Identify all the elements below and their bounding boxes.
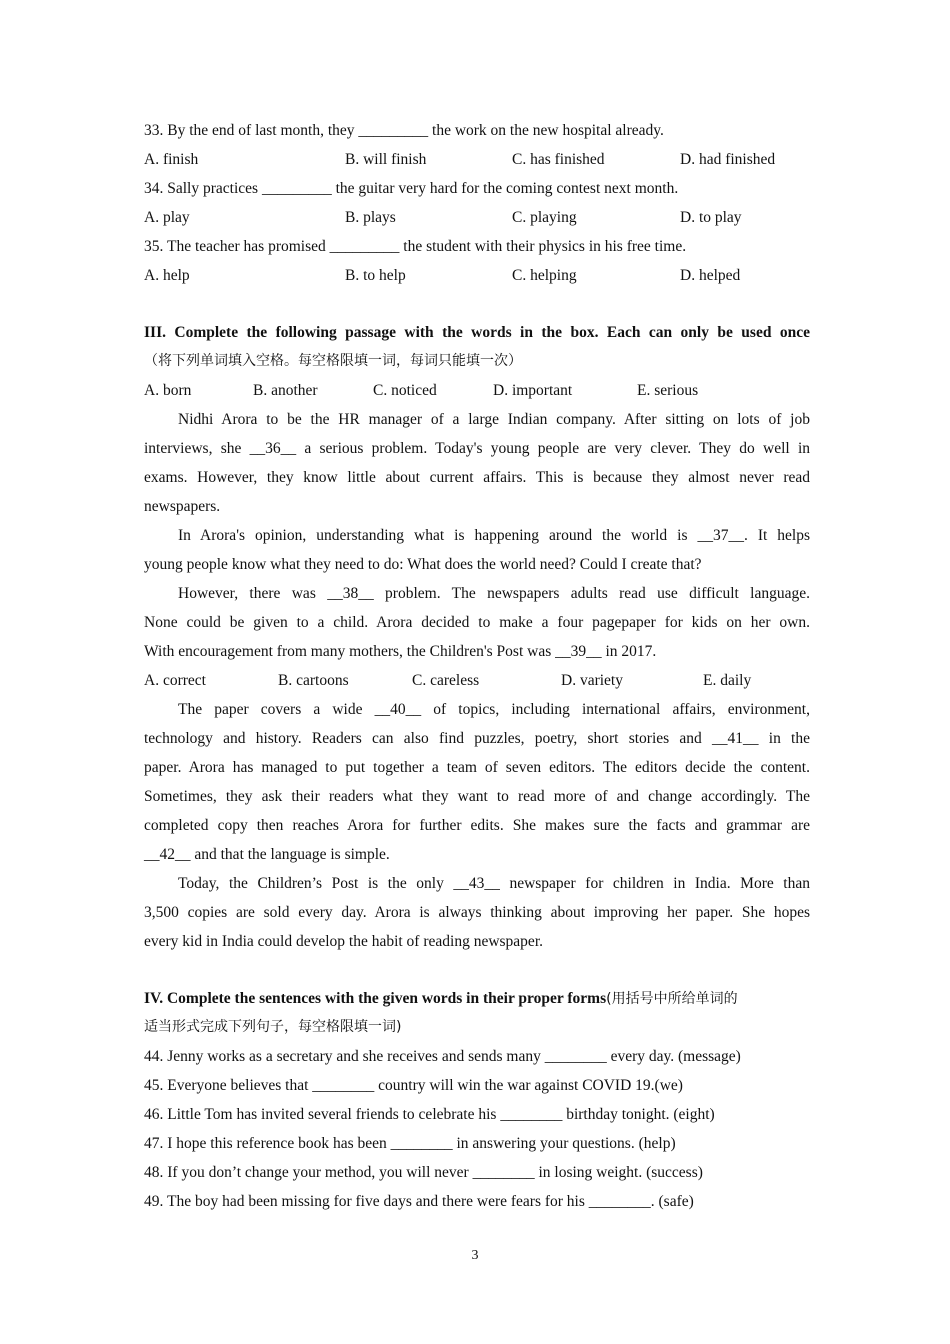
sentence-item: 48. If you don’t change your method, you will never ________ in losing weight. (success) <box>144 1164 703 1181</box>
paragraph-5 <box>144 869 810 956</box>
section-3 <box>144 318 810 956</box>
paragraph-line: completed copy then reaches Arora for further edits. She makes sure the facts and grammar are <box>144 817 810 834</box>
section-4-heading-cn-2: 适当形式完成下列句子，每空格限填一词) <box>144 1019 402 1035</box>
option-a: A. play <box>144 209 190 226</box>
option-c: C. helping <box>512 267 577 284</box>
sentence-item: 45. Everyone believes that ________ country will win the war against COVID 19.(we) <box>144 1077 683 1094</box>
section-4-heading <box>144 984 810 1013</box>
paragraph-line: With encouragement from many mothers, the Children's Post was __39__ in 2017. <box>144 643 657 660</box>
option-a: A. help <box>144 267 190 284</box>
exam-page <box>144 116 810 1216</box>
word-box-item: C. noticed <box>373 382 437 399</box>
paragraph-line: 3,500 copies are sold every day. Arora is always thinking about improving her paper. She hopes <box>144 904 810 921</box>
paragraph-line: exams. However, they know little about current affairs. This is because they almost never read <box>144 469 810 486</box>
section-3-heading-cn: （将下列单词填入空格。每空格限填一词，每词只能填一次） <box>144 353 522 369</box>
sentence-item: 47. I hope this reference book has been ________ in answering your questions. (help) <box>144 1135 676 1152</box>
option-a: A. finish <box>144 151 199 168</box>
word-box-item: E. daily <box>703 672 752 689</box>
paragraph-line: Nidhi Arora to be the HR manager of a large Indian company. After sitting on lots of job <box>178 411 810 428</box>
section-4 <box>144 984 810 1216</box>
word-box-item: D. variety <box>561 672 623 689</box>
option-b: B. plays <box>345 209 396 226</box>
answer-options <box>144 203 810 232</box>
section-4-heading-en: IV. Complete the sentences with the given words in their proper forms <box>144 990 607 1007</box>
option-c: C. playing <box>512 209 577 226</box>
word-box-item: B. cartoons <box>278 672 349 689</box>
word-box-item: C. careless <box>412 672 480 689</box>
word-box-item: A. born <box>144 382 192 399</box>
question-35 <box>144 232 810 290</box>
sentence-item: 49. The boy had been missing for five days and there were fears for his ________. (safe) <box>144 1193 694 1210</box>
question-text: 33. By the end of last month, they _________ the work on the new hospital already. <box>144 122 664 139</box>
paragraph-line: young people know what they need to do: What does the world need? Could I create that? <box>144 556 702 573</box>
question-33 <box>144 116 810 174</box>
paragraph-line: technology and history. Readers can also find puzzles, poetry, short stories and __41__ in the <box>144 730 810 747</box>
word-box-item: E. serious <box>637 382 699 399</box>
word-box-item: D. important <box>493 382 573 399</box>
paragraph-line: interviews, she __36__ a serious problem. Today's young people are very clever. They do well in <box>144 440 810 457</box>
paragraph-line: The paper covers a wide __40__ of topics, including international affairs, environment, <box>178 701 810 718</box>
option-b: B. will finish <box>345 151 427 168</box>
sentence-item: 46. Little Tom has invited several friends to celebrate his ________ birthday tonight. (eight) <box>144 1106 715 1123</box>
paragraph-2 <box>144 521 810 579</box>
option-d: D. had finished <box>680 151 776 168</box>
paragraph-line: paper. Arora has managed to put together a team of seven editors. The editors decide the content. <box>144 759 810 776</box>
paragraph-1 <box>144 405 810 521</box>
paragraph-line: every kid in India could develop the habit of reading newspaper. <box>144 933 543 950</box>
paragraph-line: None could be given to a child. Arora decided to make a four pagepaper for kids on her own. <box>144 614 810 631</box>
word-box-item: B. another <box>253 382 318 399</box>
word-box-1 <box>144 376 810 405</box>
question-text: 35. The teacher has promised _________ the student with their physics in his free time. <box>144 238 687 255</box>
question-text: 34. Sally practices _________ the guitar very hard for the coming contest next month. <box>144 180 679 197</box>
paragraph-line: Sometimes, they ask their readers what they want to read more of and change accordingly. The <box>144 788 810 805</box>
paragraph-4 <box>144 695 810 869</box>
paragraph-line: __42__ and that the language is simple. <box>144 846 390 863</box>
section-3-heading: III. Complete the following passage with the words in the box. Each can only be used once <box>144 324 810 341</box>
word-box-2 <box>144 666 810 695</box>
answer-options <box>144 261 810 290</box>
paragraph-line: In Arora's opinion, understanding what is happening around the world is __37__. It helps <box>178 527 810 544</box>
paragraph-line: newspapers. <box>144 498 221 515</box>
option-c: C. has finished <box>512 151 605 168</box>
paragraph-line: However, there was __38__ problem. The newspapers adults read use difficult language. <box>178 585 810 602</box>
paragraph-line: Today, the Children’s Post is the only __43__ newspaper for children in India. More than <box>178 875 810 892</box>
word-box-item: A. correct <box>144 672 206 689</box>
option-d: D. to play <box>680 209 742 226</box>
paragraph-3 <box>144 579 810 666</box>
option-b: B. to help <box>345 267 406 284</box>
page-number: 3 <box>471 1248 479 1263</box>
sentence-item: 44. Jenny works as a secretary and she receives and sends many ________ every day. (message) <box>144 1048 741 1065</box>
section-4-heading-cn: (用括号中所给单词的 <box>606 991 738 1007</box>
question-34 <box>144 174 810 232</box>
answer-options <box>144 145 810 174</box>
option-d: D. helped <box>680 267 741 284</box>
